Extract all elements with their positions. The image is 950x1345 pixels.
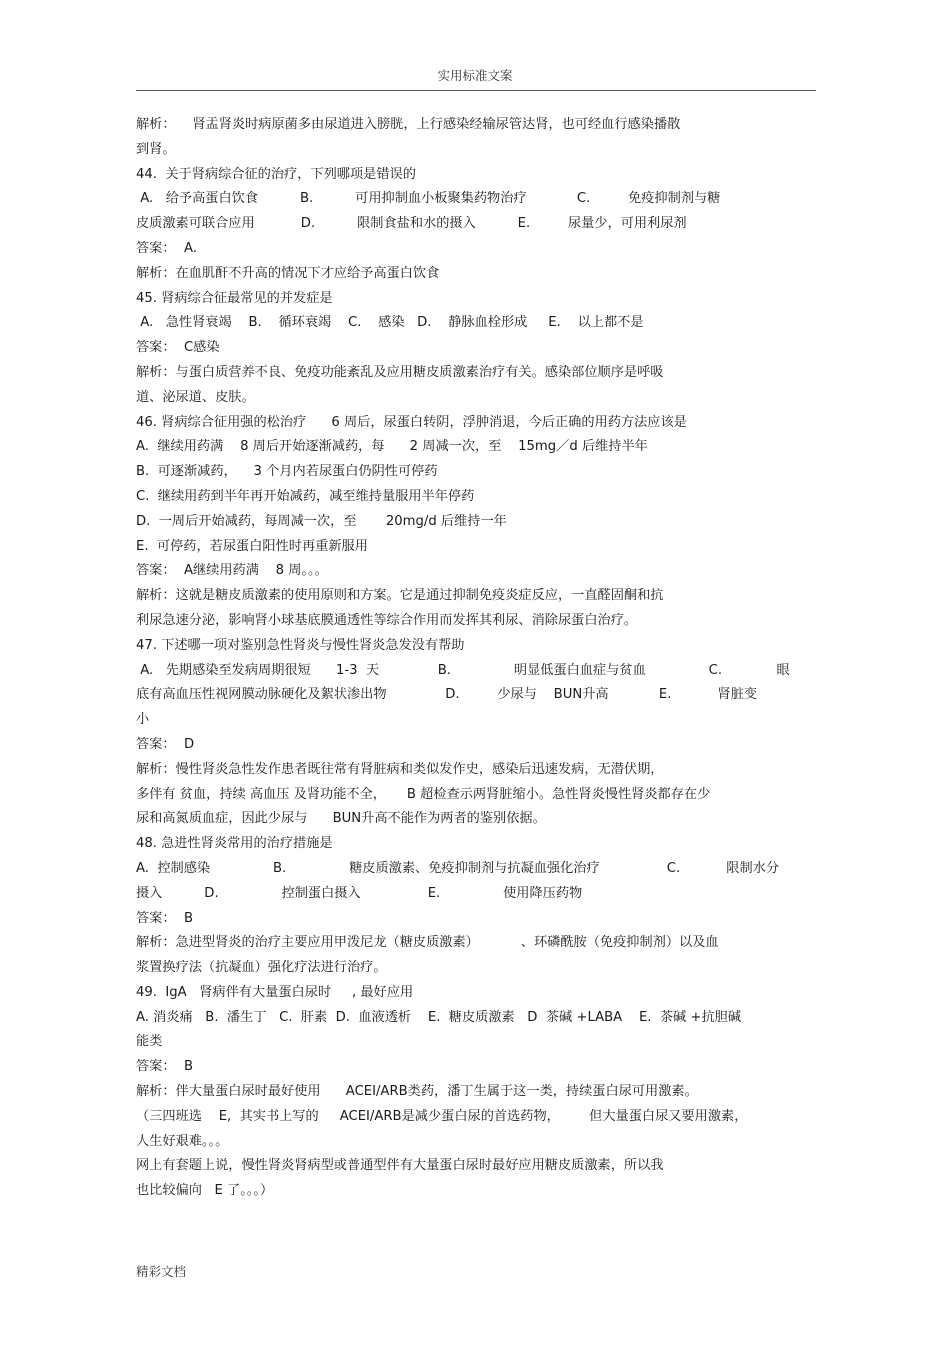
question-44: 44. 关于肾病综合征的治疗，下列哪项是错误的 [136,166,416,182]
question-45: 45. 肾病综合征最常见的并发症是 [136,290,333,306]
header-divider [136,90,816,91]
answer-line: 答案： A. [136,240,197,256]
explanation-line: 尿和高氮质血症，因此少尿与 BUN升高不能作为两者的鉴别依据。 [136,811,546,827]
text-line: 解析： 肾盂肾炎时病原菌多由尿道进入膀胱，上行感染经输尿管达肾，也可经血行感染播散 [136,117,681,132]
explanation-line: 网上有套题上说，慢性肾炎肾病型或普通型伴有大量蛋白尿时最好应用糖皮质激素，所以我 [136,1158,664,1174]
explanation-line: 解析：与蛋白质营养不良、免疫功能紊乱及应用糖皮质激素治疗有关。感染部位顺序是呼吸 [136,364,664,380]
option-line: A. 继续用药满 8 周后开始逐渐减药，每 2 周减一次，至 15mg／d 后维持半年 [136,439,648,455]
options-line: 能类 [136,1034,163,1050]
options-line: A. 控制感染 B. 糖皮质激素、免疫抑制剂与抗凝血强化治疗 C. 限制水分 [136,860,780,876]
explanation-line: 解析：这就是糖皮质激素的使用原则和方案。它是通过抑制免疫炎症反应，一直醛固酮和抗 [136,588,664,604]
explanation-line: 解析：伴大量蛋白尿时最好使用 ACEI/ARB类药，潘丁生属于这一类，持续蛋白尿可用激素。 [136,1084,698,1100]
explanation-line: 多伴有 贫血，持续 高血压 及肾功能不全， B 超检查示两肾脏缩小。急性肾炎慢性肾炎都存在少 [136,786,711,802]
explanation-line: 也比较偏向 E 了。。。） [136,1183,274,1199]
options-line: A. 急性肾衰竭 B. 循环衰竭 C. 感染 D. 静脉血栓形成 E. 以上都不是 [136,315,644,331]
answer-line: 答案： B [136,1059,193,1075]
option-line: E. 可停药，若尿蛋白阳性时再重新服用 [136,538,368,554]
option-line: C. 继续用药到半年再开始减药，减至维持量服用半年停药 [136,488,475,504]
question-46: 46. 肾病综合征用强的松治疗 6 周后，尿蛋白转阴，浮肿消退，今后正确的用药方法应该是 [136,414,687,430]
document-body [136,113,816,1204]
options-line: 小 [136,712,150,728]
explanation-line: 浆置换疗法（抗凝血）强化疗法进行治疗。 [136,960,387,976]
answer-line: 答案： D [136,736,195,752]
options-line: A. 先期感染至发病周期很短 1-3 天 B. 明显低蛋白血症与贫血 C. 眼 [136,662,790,678]
question-49: 49. IgA 肾病伴有大量蛋白尿时 , 最好应用 [136,984,414,1000]
answer-line: 答案： C感染 [136,340,220,356]
text-line: 到肾。 [136,141,176,157]
explanation-line: 人生好艰难。。。 [136,1133,229,1149]
answer-line: 答案： B [136,910,193,926]
question-47: 47. 下述哪一项对鉴别急性肾炎与慢性肾炎急发没有帮助 [136,637,465,653]
options-line: A. 给予高蛋白饮食 B. 可用抑制血小板聚集药物治疗 C. 免疫抑制剂与糖 [136,191,721,207]
explanation-line: 解析：慢性肾炎急性发作患者既往常有肾脏病和类似发作史，感染后迅速发病，无潜伏期， [136,761,664,777]
answer-line: 答案： A继续用药满 8 周。。。 [136,563,328,579]
options-line: 皮质激素可联合应用 D. 限制食盐和水的摄入 E. 尿量少，可用利尿剂 [136,216,687,232]
options-line: A. 消炎痛 B. 潘生丁 C. 肝素 D. 血液透析 E. 糖皮质激素 D 茶碱 +LABA E. 茶碱 +抗胆碱 [136,1009,742,1025]
page-footer: 精彩文档 [136,1264,187,1279]
option-line: B. 可逐渐减药， 3 个月内若尿蛋白仍阴性可停药 [136,464,438,480]
page-header: 实用标准文案 [437,68,513,83]
explanation-line: 利尿急速分泌，影响肾小球基底膜通透性等综合作用而发挥其利尿、消除尿蛋白治疗。 [136,612,638,628]
options-line: 底有高血压性视网膜动脉硬化及絮状渗出物 D. 少尿与 BUN升高 E. 肾脏变 [136,687,758,703]
explanation-line: 解析：在血肌酐不升高的情况下才应给予高蛋白饮食 [136,265,440,281]
options-line: 摄入 D. 控制蛋白摄入 E. 使用降压药物 [136,885,583,901]
explanation-line: 道、泌尿道、皮肤。 [136,389,255,405]
question-48: 48. 急进性肾炎常用的治疗措施是 [136,836,333,852]
explanation-line: 解析：急进型肾炎的治疗主要应用甲泼尼龙（糖皮质激素） 、环磷酰胺（免疫抑制剂）以及血 [136,935,719,951]
explanation-line: （三四班选 E, 其实书上写的 ACEI/ARB是减少蛋白尿的首选药物， 但大量蛋白尿又要用激素， [136,1108,748,1124]
option-line: D. 一周后开始减药，每周减一次，至 20mg/d 后维持一年 [136,513,507,529]
